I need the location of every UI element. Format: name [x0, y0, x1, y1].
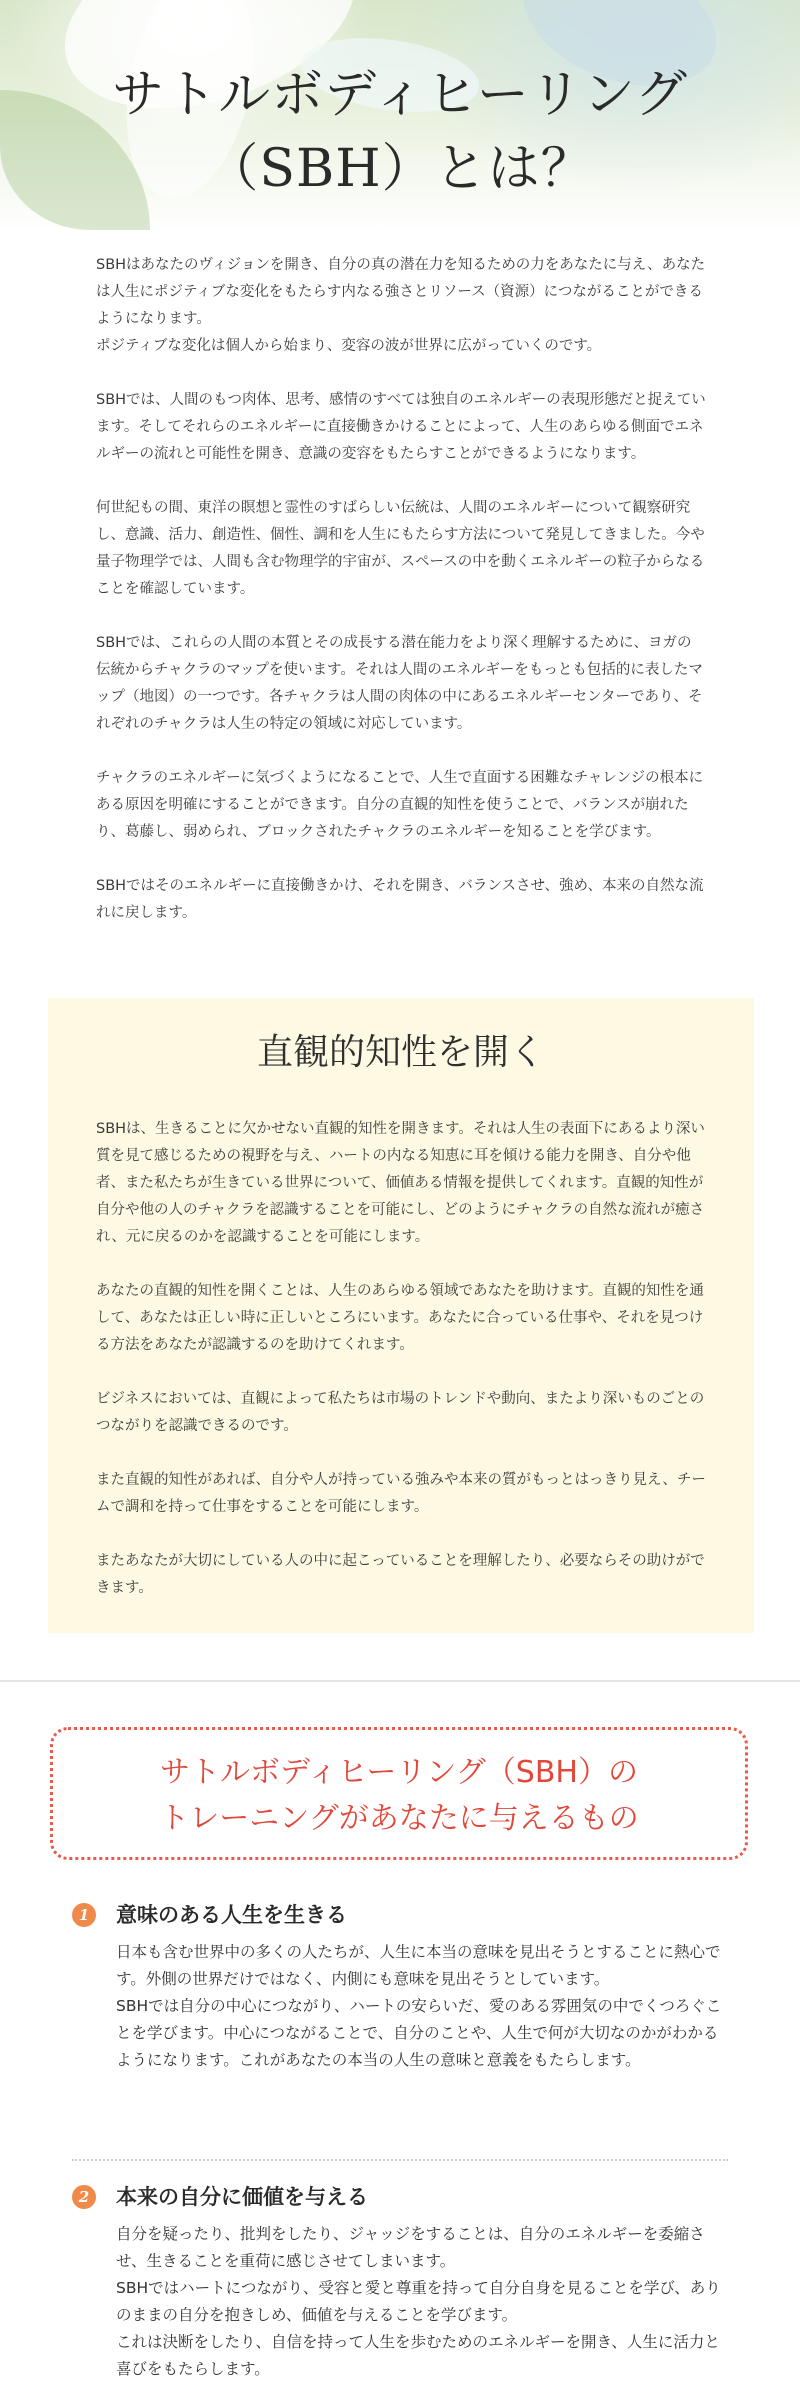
intuition-paragraph: また直観的知性があれば、自分や人が持っている強みや本来の質がもっとはっきり見え、チームで調和を持って仕事をすることを可能にします。	[96, 1472, 706, 1515]
intuition-paragraph: またあなたが大切にしている人の中に起こっていることを理解したり、必要ならその助けができます。	[96, 1553, 705, 1596]
intro-paragraph: SBHでは、人間のもつ肉体、思考、感情のすべては独自のエネルギーの表現形態だと捉えています。そしてそれらのエネルギーに直接働きかけることによって、人生のあらゆる側面でエネルギーの流れと可能性を開き、意識の変容をもたらすことができるようになります。	[96, 392, 706, 462]
intro-paragraph: SBHはあなたのヴィジョンを開き、自分の真の潜在力を知るための力をあなたに与え、あなたは人生にポジティブな変化をもたらす内なる強さとリソース（資源）につながることができるようになります。 ポジティブな変化は個人から始まり、変容の波が世界に広がっていくのです。	[96, 257, 706, 354]
intuition-section	[48, 998, 754, 1633]
number-badge: 1	[72, 1903, 96, 1927]
intro-paragraph: 何世紀もの間、東洋の瞑想と霊性のすばらしい伝統は、人間のエネルギーについて観察研究し、意識、活力、創造性、個性、調和を人生にもたらす方法について発見してきました。今や量子物理学では、人間も含む物理学的宇宙が、スペースの中を動くエネルギーの粒子からなることを確認しています。	[96, 500, 705, 597]
intuition-heading: 直観的知性を開く	[256, 1032, 545, 1073]
benefit-title: 本来の自分に価値を与える	[116, 2185, 368, 2209]
intro-section	[96, 252, 706, 954]
hero-banner	[0, 0, 800, 230]
training-heading-banner	[50, 1727, 748, 1860]
training-heading-line1: サトルボディヒーリング（SBH）の	[160, 1755, 638, 1790]
intro-paragraph: チャクラのエネルギーに気づくようになることで、人生で直面する困難なチャレンジの根本にある原因を明確にすることができます。自分の直観的知性を使うことで、バランスが崩れたり、葛藤し、弱められ、ブロックされたチャクラのエネルギーを知ることを学びます。	[96, 770, 704, 840]
intuition-body	[96, 1116, 710, 1629]
intro-paragraph: SBHではそのエネルギーに直接働きかけ、それを開き、バランスさせ、強め、本来の自然な流れに戻します。	[96, 878, 704, 921]
page-title	[0, 58, 800, 206]
benefit-body: 日本も含む世界中の多くの人たちが、人生に本当の意味を見出そうとすることに熱心です。外側の世界だけではなく、内側にも意味を見出そうとしています。 SBHでは自分の中心につながり、ハートの安らいだ、愛のある雰囲気の中でくつろぐことを学びます。中心につながることで、自分のことや、人生で何が大切なのかがわかるようになります。これがあなたの本当の人生の意味と意義をもたらします。	[116, 1943, 722, 2069]
number-badge: 2	[72, 2185, 96, 2209]
page-title-line1: サトルボディヒーリング	[112, 65, 688, 125]
intro-paragraph: SBHでは、これらの人間の本質とその成長する潜在能力をより深く理解するために、ヨガの伝統からチャクラのマップを使います。それは人間のエネルギーをもっとも包括的に表したマップ（地図）の一つです。各チャクラは人間の肉体の中にあるエネルギーセンターであり、それぞれのチャクラは人生の特定の領域に対応しています。	[96, 635, 703, 732]
intuition-paragraph: ビジネスにおいては、直観によって私たちは市場のトレンドや動向、またより深いものごとのつながりを認識できるのです。	[96, 1391, 705, 1434]
page-title-line2: （SBH）とは？	[206, 139, 594, 199]
training-heading-line2: トレーニングがあなたに与えるもの	[159, 1801, 639, 1836]
intuition-paragraph: あなたの直観的知性を開くことは、人生のあらゆる領域であなたを助けます。直観的知性を通して、あなたは正しい時に正しいところにいます。あなたに合っている仕事や、それを見つける方法をあなたが認識するのを助けてくれます。	[96, 1283, 704, 1353]
item-separator	[72, 2159, 728, 2161]
benefit-body: 自分を疑ったり、批判をしたり、ジャッジをすることは、自分のエネルギーを委縮させ、生きることを重荷に感じさせてしまいます。 SBHではハートにつながり、受容と愛と尊重を持って自分自身を見ることを学び、ありのままの自分を抱きしめ、価値を与えることを学びます。 これは決断をしたり、自信を持って人生を歩むためのエネルギーを開き、人生に活力と喜びをもたらします。	[116, 2225, 721, 2378]
section-divider	[0, 1680, 800, 1682]
benefit-title: 意味のある人生を生きる	[116, 1903, 347, 1927]
intuition-paragraph: SBHは、生きることに欠かせない直観的知性を開きます。それは人生の表面下にあるより深い質を見て感じるための視野を与え、ハートの内なる知恵に耳を傾ける能力を開き、自分や他者、また私たちが生きている世界について、価値ある情報を提供してくれます。直観的知性が自分や他の人のチャクラを認識することを可能にし、どのようにチャクラの自然な流れが癒され、元に戻るのかを認識することを可能にします。	[96, 1121, 705, 1245]
